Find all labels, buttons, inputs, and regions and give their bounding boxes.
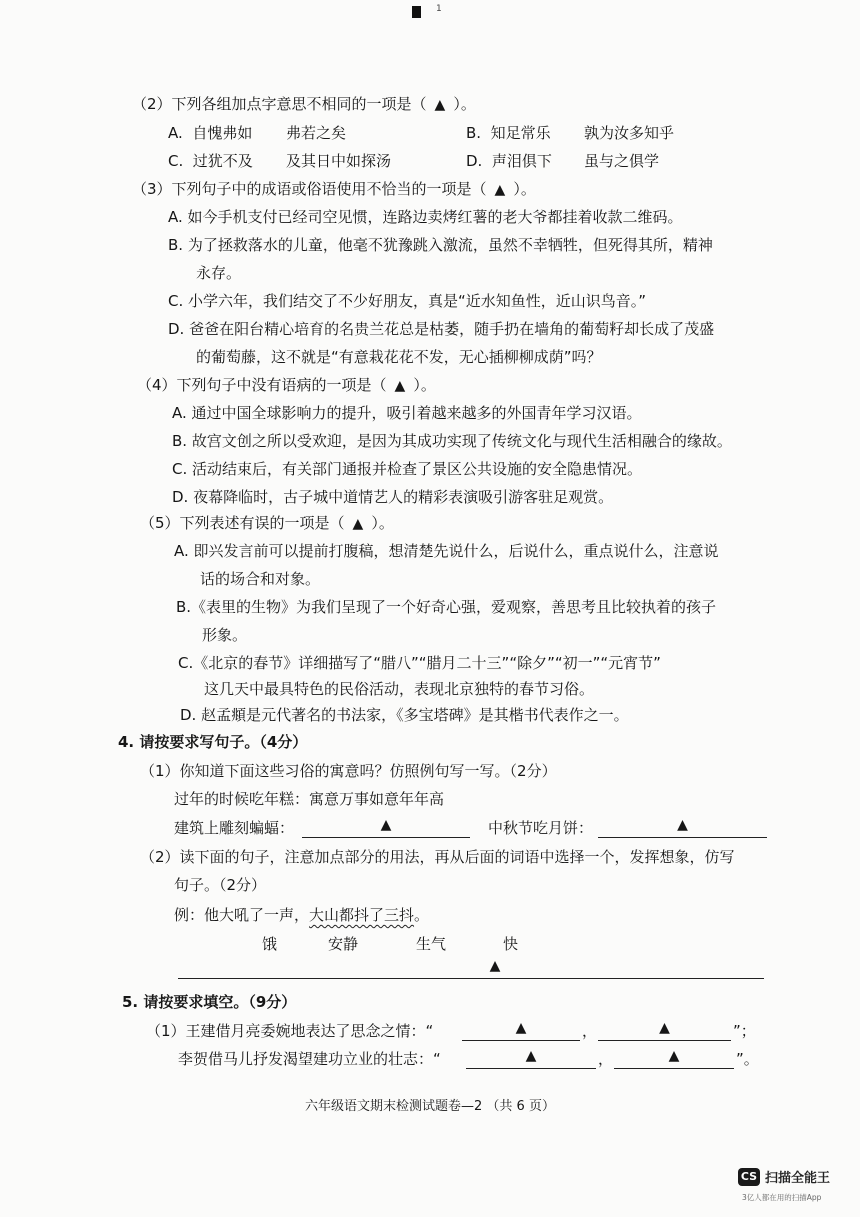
- q3-5-option-a: A. 即兴发言前可以提前打腹稿，想清楚先说什么，后说什么，重点说什么，注意说: [174, 542, 719, 560]
- q3-3-option-d-cont: 的葡萄藤，这不就是“有意栽花花不发，无心插柳柳成荫”吗？: [196, 348, 602, 366]
- q4-1-prompt: （1）你知道下面这些习俗的寓意吗？仿照例句写一写。（2分）: [140, 762, 557, 780]
- camscanner-logo-icon: CS: [738, 1168, 760, 1186]
- answer-blank-li-2[interactable]: ▲: [614, 1046, 734, 1069]
- q3-4-option-c: C. 活动结束后，有关部门通报并检查了景区公共设施的安全隐患情况。: [172, 460, 643, 478]
- q4-2-example: 例：他大吼了一声，大山都抖了三抖。: [174, 906, 430, 924]
- q3-5-option-c-cont: 这几天中最具特色的民俗活动，表现北京独特的春节习俗。: [204, 680, 595, 698]
- dotted-phrase: 大山都抖了三抖: [309, 906, 415, 924]
- q3-2-stem: （2）下列各组加点字意思不相同的一项是（ ▲ ）。: [132, 93, 476, 116]
- answer-blank-bat[interactable]: ▲: [302, 815, 470, 838]
- q3-2-option-b-2: 孰为汝多知乎: [584, 124, 675, 142]
- q4-1-item-mooncake: 中秋节吃月饼：: [488, 819, 594, 837]
- answer-blank-mooncake[interactable]: ▲: [598, 815, 767, 838]
- answer-blank-sentence[interactable]: ▲: [178, 956, 764, 979]
- q3-3-option-c: C. 小学六年，我们结交了不少好朋友，真是“近水知鱼性，近山识鸟音。”: [168, 292, 647, 310]
- q3-2-option-a-2: 弗若之矣: [286, 124, 347, 142]
- q3-2-option-b: B. 知足常乐: [466, 124, 551, 142]
- word-choice: 快: [503, 935, 519, 953]
- q4-2-prompt-cont: 句子。（2分）: [174, 876, 267, 894]
- word-choices: [0, 933, 860, 955]
- q5-1-comma-2: ，: [598, 1050, 614, 1068]
- q3-2-option-d-2: 虽与之俱学: [584, 152, 660, 170]
- q3-5-option-b: B.《表里的生物》为我们呈现了一个好奇心强，爱观察，善思考且比较执着的孩子: [176, 598, 717, 616]
- word-choice: 饿: [262, 935, 278, 953]
- q3-5-stem: （5）下列表述有误的一项是（ ▲ ）。: [140, 512, 394, 535]
- q3-4-option-b: B. 故宫文创之所以受欢迎，是因为其成功实现了传统文化与现代生活相融合的缘故。: [172, 432, 732, 450]
- q3-2-option-a: A. 自愧弗如: [168, 124, 253, 142]
- watermark-tagline: 3亿人都在用的扫描App: [742, 1193, 822, 1202]
- q5-1-end: ”；: [733, 1022, 756, 1040]
- word-choice: 安静: [328, 935, 359, 953]
- q3-5-option-c: C.《北京的春节》详细描写了“腊八”“腊月二十三”“除夕”“初一”“元宵节”: [178, 654, 661, 672]
- q3-5-option-b-cont: 形象。: [202, 626, 248, 644]
- q3-2-option-d: D. 声泪俱下: [466, 152, 552, 170]
- answer-blank-wang-1[interactable]: ▲: [462, 1018, 580, 1041]
- q5-1-line2: 李贺借马儿抒发渴望建功立业的壮志：“: [178, 1050, 441, 1068]
- q3-2-option-c: C. 过犹不及: [168, 152, 253, 170]
- q4-1-example: 过年的时候吃年糕：寓意万事如意年年高: [174, 790, 445, 808]
- scan-mark: [412, 6, 421, 18]
- page-footer: 六年级语文期末检测试题卷—2 （共 6 页）: [305, 1099, 555, 1114]
- q3-2-option-c-2: 及其日中如探汤: [286, 152, 392, 170]
- q5-title: 5. 请按要求填空。（9分）: [122, 993, 297, 1011]
- q3-3-option-b-cont: 永存。: [196, 264, 242, 282]
- q5-1-comma: ，: [582, 1022, 598, 1040]
- q5-1-end-2: ”。: [736, 1050, 759, 1068]
- q3-3-option-a: A. 如今手机支付已经司空见惯，连路边卖烤红薯的老大爷都挂着收款二维码。: [168, 208, 683, 226]
- answer-blank-li-1[interactable]: ▲: [466, 1046, 596, 1069]
- answer-triangle: ▲: [352, 516, 364, 532]
- q3-4-option-d: D. 夜幕降临时，古子城中道情艺人的精彩表演吸引游客驻足观赏。: [172, 488, 614, 506]
- q3-3-option-b: B. 为了拯救落水的儿童，他毫不犹豫跳入激流，虽然不幸牺牲，但死得其所，精神: [168, 236, 713, 254]
- q4-2-prompt: （2）读下面的句子，注意加点部分的用法，再从后面的词语中选择一个，发挥想象，仿写: [140, 848, 735, 866]
- answer-blank-wang-2[interactable]: ▲: [598, 1018, 731, 1041]
- answer-triangle: ▲: [494, 182, 506, 198]
- q3-4-stem: （4）下列句子中没有语病的一项是（ ▲ ）。: [137, 374, 436, 397]
- answer-triangle: ▲: [434, 97, 446, 113]
- q4-title: 4. 请按要求写句子。（4分）: [118, 733, 308, 751]
- q3-3-option-d: D. 爸爸在阳台精心培育的名贵兰花总是枯萎，随手扔在墙角的葡萄籽却长成了茂盛: [168, 320, 715, 338]
- q3-5-option-a-cont: 话的场合和对象。: [200, 570, 321, 588]
- q3-4-option-a: A. 通过中国全球影响力的提升，吸引着越来越多的外国青年学习汉语。: [172, 404, 642, 422]
- watermark-name: 扫描全能王: [765, 1171, 831, 1186]
- page-tick: 1: [436, 4, 442, 14]
- q3-3-stem: （3）下列句子中的成语或俗语使用不恰当的一项是（ ▲ ）。: [132, 178, 536, 201]
- q3-5-option-d: D. 赵孟頫是元代著名的书法家，《多宝塔碑》是其楷书代表作之一。: [180, 706, 629, 724]
- q4-1-item-bat: 建筑上雕刻蝙蝠：: [174, 819, 295, 837]
- q5-1-line1: （1）王建借月亮委婉地表达了思念之情：“: [146, 1022, 434, 1040]
- word-choice: 生气: [416, 935, 447, 953]
- answer-triangle: ▲: [394, 378, 406, 394]
